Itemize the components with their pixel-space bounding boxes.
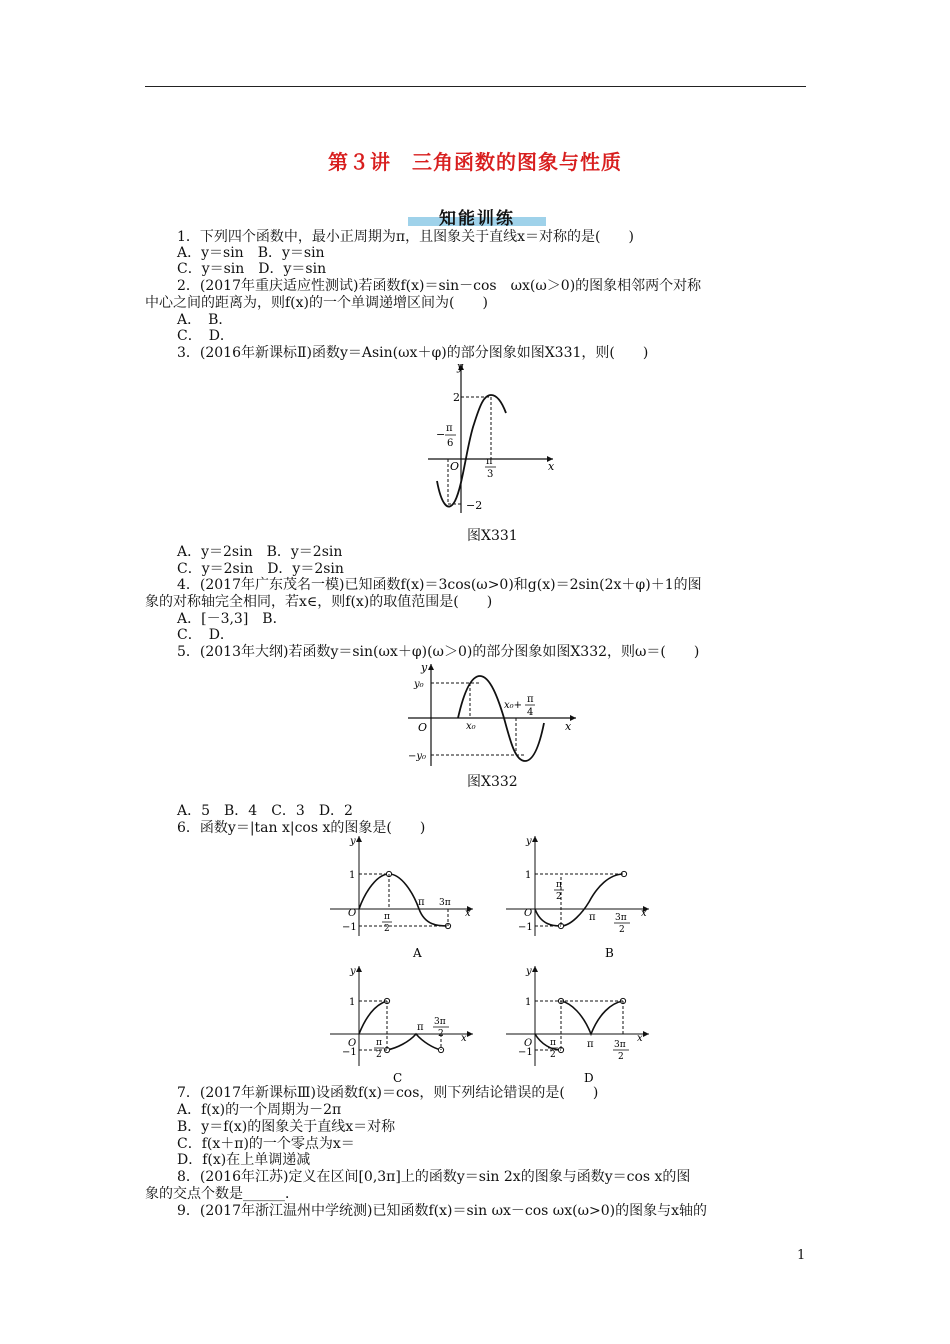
svg-text:3π: 3π — [434, 1017, 446, 1027]
svg-text:2: 2 — [550, 1050, 556, 1060]
page-title: 第３讲 三角函数的图象与性质 — [328, 150, 622, 174]
q1-options-cd: C．y＝sin D．y＝sin — [177, 261, 327, 277]
q7-stem: 7．(2017年新课标Ⅲ)设函数f(x)＝cos，则下列结论错误的是( ) — [177, 1085, 599, 1101]
svg-text:O: O — [524, 1038, 533, 1049]
x-label: x — [565, 720, 572, 733]
tick-neg-y0: −y₀ — [408, 751, 427, 762]
svg-text:2: 2 — [618, 1052, 624, 1062]
banner-text: 知能训练 — [439, 209, 515, 229]
sine-curve — [437, 395, 506, 507]
svg-text:x: x — [641, 908, 647, 919]
graph-d — [506, 966, 649, 1066]
svg-text:1: 1 — [525, 997, 532, 1008]
svg-text:π: π — [587, 1039, 594, 1050]
tick-x-neg-pi6-den: 6 — [447, 438, 454, 449]
q4-options-ab: A．[－3,3] B． — [177, 611, 287, 627]
y-label: y — [421, 661, 428, 674]
svg-text:2: 2 — [438, 1029, 444, 1039]
tick-x-neg-pi6-num: π — [446, 423, 453, 434]
svg-text:π: π — [384, 912, 390, 922]
q3-options-cd: C．y＝2sin D．y＝2sin — [177, 561, 344, 577]
svg-text:y: y — [526, 966, 532, 977]
q8-stem-cont: 象的交点个数是______． — [145, 1186, 299, 1202]
x-label: x — [548, 460, 555, 473]
y-label: y — [457, 360, 464, 373]
header-rule — [145, 86, 806, 87]
q7-option-c: C．f(x＋π)的一个零点为x＝ — [177, 1136, 355, 1152]
svg-text:−1: −1 — [342, 1047, 357, 1058]
figure-x331 — [428, 358, 558, 518]
svg-text:π: π — [589, 912, 596, 923]
svg-text:3π: 3π — [439, 898, 451, 908]
svg-text:x: x — [637, 1033, 643, 1044]
svg-text:π: π — [418, 897, 425, 908]
q1-options-ab: A．y＝sin B．y＝sin — [177, 245, 325, 261]
tick-x0: x₀ — [466, 721, 476, 732]
section-banner — [408, 204, 546, 228]
svg-text:π: π — [527, 694, 534, 705]
svg-text:π: π — [376, 1038, 382, 1048]
q2-options-ab: A． B． — [177, 312, 233, 328]
q8-stem: 8．(2016年江苏)定义在区间[0,3π]上的函数y＝sin 2x的图象与函数y＝cos x的图 — [177, 1169, 691, 1185]
svg-text:4: 4 — [527, 707, 534, 718]
origin-label: O — [418, 721, 428, 734]
tick-x0-plus-pi4-prefix: x₀+ — [504, 700, 523, 711]
svg-text:2: 2 — [556, 892, 562, 902]
svg-text:O: O — [524, 908, 533, 919]
figure-x331-caption: 图X331 — [467, 528, 518, 544]
graph-d-label: D — [584, 1071, 594, 1085]
q3-stem: 3．(2016年新课标Ⅱ)函数y＝Asin(ωx＋φ)的部分图象如图X331，则( ) — [177, 345, 649, 361]
svg-text:−: − — [436, 428, 446, 441]
q4-options-cd: C． D． — [177, 627, 234, 643]
q7-option-d: D．f(x)在上单调递减 — [177, 1152, 311, 1168]
q5-stem: 5．(2013年大纲)若函数y＝sin(ωx＋φ)(ω＞0)的部分图象如图X332，则ω＝( ) — [177, 644, 700, 660]
svg-text:3π: 3π — [615, 913, 627, 923]
origin-label: O — [450, 460, 460, 473]
svg-text:π: π — [550, 1038, 556, 1048]
q4-stem: 4．(2017年广东茂名一模)已知函数f(x)＝3cos(ω>0)和g(x)＝2sin(2x＋φ)＋1的图 — [177, 577, 702, 593]
svg-text:2: 2 — [384, 924, 390, 934]
q7-option-b: B．y＝f(x)的图象关于直线x＝对称 — [177, 1119, 396, 1135]
svg-text:1: 1 — [349, 997, 356, 1008]
svg-text:−1: −1 — [518, 1047, 533, 1058]
svg-text:x: x — [465, 908, 471, 919]
graph-b — [506, 836, 649, 936]
figure-q6-options — [325, 832, 655, 1092]
q1-stem: 1．下列四个函数中，最小正周期为π，且图象关于直线x＝对称的是( ) — [177, 229, 634, 245]
svg-text:1: 1 — [349, 870, 356, 881]
svg-text:y: y — [350, 966, 356, 977]
svg-text:2: 2 — [619, 925, 625, 935]
q2-stem-cont: 中心之间的距离为，则f(x)的一个单调递增区间为( ) — [145, 295, 488, 311]
svg-text:x: x — [461, 1033, 467, 1044]
svg-text:y: y — [526, 836, 532, 847]
q2-options-cd: C． D． — [177, 328, 234, 344]
svg-text:π: π — [556, 880, 562, 890]
tick-y-neg2: −2 — [466, 499, 483, 512]
q6-stem: 6．函数y＝|tan x|cos x的图象是( ) — [177, 820, 426, 836]
graph-a — [330, 836, 473, 936]
tick-x-pi3-den: 3 — [487, 469, 494, 480]
q4-stem-cont: 象的对称轴完全相同，若x∈，则f(x)的取值范围是( ) — [145, 594, 493, 610]
svg-text:−1: −1 — [518, 922, 533, 933]
svg-text:π: π — [417, 1022, 424, 1033]
graph-c — [330, 966, 473, 1066]
q2-stem: 2．(2017年重庆适应性测试)若函数f(x)＝sin－cos ωx(ω＞0)的图象相邻两个对称 — [177, 278, 702, 294]
figure-x332-caption: 图X332 — [467, 774, 518, 790]
graph-c-label: C — [393, 1071, 403, 1085]
figure-x332 — [388, 658, 588, 768]
svg-text:O: O — [348, 1038, 357, 1049]
tick-x-pi3-num: π — [486, 456, 493, 467]
svg-text:O: O — [348, 908, 357, 919]
q3-options-ab: A．y＝2sin B．y＝2sin — [177, 544, 343, 560]
graph-b-label: B — [605, 946, 614, 960]
page-number: 1 — [797, 1248, 806, 1263]
graph-a-label: A — [413, 946, 422, 960]
q5-options: A．5 B．4 C．3 D．2 — [177, 803, 353, 819]
svg-text:−1: −1 — [342, 922, 357, 933]
svg-text:1: 1 — [525, 870, 532, 881]
svg-text:y: y — [350, 836, 356, 847]
tick-y-2: 2 — [453, 391, 460, 404]
tick-y0: y₀ — [414, 679, 424, 690]
q9-stem: 9．(2017年浙江温州中学统测)已知函数f(x)＝sin ωx－cos ωx(ω>0)的图象与x轴的 — [177, 1203, 707, 1219]
svg-text:2: 2 — [376, 1050, 382, 1060]
svg-text:3π: 3π — [614, 1040, 626, 1050]
q7-option-a: A．f(x)的一个周期为－2π — [177, 1102, 342, 1118]
